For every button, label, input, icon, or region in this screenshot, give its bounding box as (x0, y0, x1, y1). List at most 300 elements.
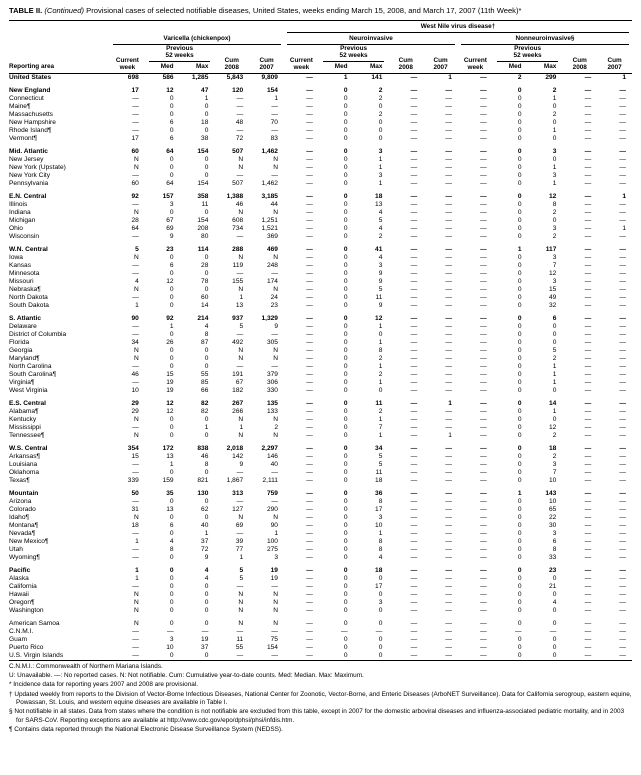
value-cell: — (410, 431, 418, 439)
value-cell: 6 (169, 134, 174, 142)
value-cell: — (584, 192, 592, 200)
value-cell: N (273, 590, 278, 598)
value-cell: 0 (204, 468, 209, 476)
value-cell: — (410, 505, 418, 513)
value-cell: 142 (232, 452, 244, 460)
value-cell: 11 (375, 399, 383, 407)
value-cell: 0 (343, 643, 348, 651)
value-cell: 29 (131, 407, 139, 415)
value-cell: 0 (517, 452, 522, 460)
value-cell: — (480, 362, 487, 370)
value-cell: 9 (378, 269, 383, 277)
value-cell: — (584, 102, 592, 110)
value-cell: — (619, 346, 626, 354)
value-cell: 0 (169, 582, 174, 590)
cum-2008-label: Cum 2008 (398, 56, 413, 72)
value-cell: — (306, 627, 313, 635)
value-cell: — (132, 362, 139, 370)
value-cell: 0 (517, 216, 522, 224)
value-cell: 0 (517, 208, 522, 216)
value-cell: — (132, 468, 139, 476)
value-cell: — (410, 346, 418, 354)
value-cell: 306 (266, 378, 278, 386)
value-cell: — (201, 627, 209, 635)
value-cell: — (445, 370, 452, 378)
value-cell: 1 (378, 163, 383, 171)
value-cell: 44 (270, 200, 278, 208)
value-cell: — (480, 431, 487, 439)
value-cell: 0 (343, 94, 348, 102)
value-cell: — (410, 224, 418, 232)
value-cell: — (306, 110, 313, 118)
value-cell: 60 (131, 147, 139, 155)
col-header-med: Med (334, 63, 348, 71)
value-cell: 18 (201, 118, 209, 126)
table-row (9, 607, 632, 615)
value-cell: 5 (378, 216, 383, 224)
value-cell: — (480, 179, 487, 187)
value-cell: 75 (270, 635, 278, 643)
value-cell: — (584, 521, 592, 529)
value-cell: — (132, 200, 139, 208)
value-cell: — (410, 407, 418, 415)
value-cell: — (410, 513, 418, 521)
value-cell: — (480, 147, 487, 155)
value-cell: 469 (266, 245, 278, 253)
value-cell: 0 (204, 582, 209, 590)
value-cell: 8 (378, 537, 383, 545)
reporting-area-cell: Arkansas¶ (9, 452, 41, 460)
value-cell: 8 (552, 545, 557, 553)
value-cell: — (306, 322, 313, 330)
value-cell: — (584, 245, 592, 253)
value-cell: 0 (343, 606, 348, 614)
table-row (9, 477, 632, 485)
value-cell: — (132, 94, 139, 102)
value-cell: 159 (162, 476, 174, 484)
value-cell: 0 (343, 277, 348, 285)
value-cell: — (167, 627, 174, 635)
table-row (9, 652, 632, 661)
value-cell: — (619, 285, 626, 293)
value-cell: 1,285 (191, 73, 209, 81)
value-cell: 1 (448, 73, 452, 81)
value-cell: — (306, 94, 313, 102)
value-cell: 0 (552, 155, 557, 163)
value-cell: — (132, 126, 139, 134)
value-cell: 0 (378, 619, 383, 627)
value-cell: 4 (378, 553, 383, 561)
value-cell: 0 (343, 582, 348, 590)
table-row (9, 445, 632, 453)
reporting-area-cell: United States (9, 73, 52, 81)
reporting-area-cell: Missouri (9, 277, 34, 285)
value-cell: 6 (169, 261, 174, 269)
value-cell: N (238, 606, 244, 614)
value-cell: 67 (166, 216, 174, 224)
value-cell: — (445, 314, 452, 322)
value-cell: — (306, 460, 313, 468)
reporting-area-cell: Puerto Rico (9, 643, 44, 651)
value-cell: 0 (517, 224, 522, 232)
cum-2008-label: Cum 2008 (572, 56, 587, 72)
value-cell: — (445, 118, 452, 126)
value-cell: — (306, 179, 313, 187)
value-cell: 1 (622, 73, 626, 81)
value-cell: — (445, 338, 452, 346)
value-cell: — (480, 537, 487, 545)
value-cell: — (445, 468, 452, 476)
value-cell: — (619, 322, 626, 330)
col-header-cum-2008 (562, 45, 597, 74)
value-cell: — (306, 245, 313, 253)
value-cell: 0 (169, 468, 174, 476)
value-cell: 0 (378, 606, 383, 614)
value-cell: 21 (549, 582, 557, 590)
value-cell: — (480, 301, 487, 309)
value-cell: 1 (448, 399, 452, 407)
value-cell: — (306, 338, 313, 346)
value-cell: — (306, 619, 313, 627)
value-cell: 0 (552, 619, 557, 627)
table-row (9, 278, 632, 286)
value-cell: 0 (517, 370, 522, 378)
value-cell: 1,251 (261, 216, 278, 224)
reporting-area-cell: Maine¶ (9, 102, 31, 110)
value-cell: 37 (201, 643, 209, 651)
reporting-area-cell: American Samoa (9, 619, 60, 627)
value-cell: — (619, 513, 626, 521)
value-cell: 0 (517, 261, 522, 269)
value-cell: — (480, 285, 487, 293)
value-cell: — (445, 232, 452, 240)
value-cell: — (410, 529, 418, 537)
value-cell: 0 (343, 619, 348, 627)
value-cell: 0 (343, 253, 348, 261)
value-cell: N (273, 415, 278, 423)
value-cell: 0 (517, 444, 522, 452)
value-cell: — (132, 322, 139, 330)
value-cell: 4 (204, 566, 209, 574)
value-cell: 0 (517, 354, 522, 362)
table-row (9, 315, 632, 323)
value-cell: — (584, 224, 592, 232)
value-cell: — (445, 330, 452, 338)
value-cell: — (480, 232, 487, 240)
value-cell: 0 (343, 216, 348, 224)
value-cell: 1 (204, 423, 209, 431)
table-row (9, 469, 632, 477)
value-cell: — (619, 253, 626, 261)
value-cell: 0 (517, 399, 522, 407)
value-cell: 0 (169, 155, 174, 163)
value-cell: — (619, 590, 626, 598)
value-cell: — (410, 126, 418, 134)
value-cell: 698 (127, 73, 139, 81)
table-row (9, 95, 632, 103)
table-row (9, 172, 632, 180)
value-cell: 0 (517, 386, 522, 394)
value-cell: — (410, 73, 418, 81)
value-cell: 12 (375, 314, 383, 322)
value-cell: N (238, 163, 244, 171)
value-cell: 0 (517, 118, 522, 126)
cum-2007-label: Cum 2007 (433, 56, 448, 72)
value-cell: — (480, 224, 487, 232)
value-cell: 5 (552, 346, 557, 354)
value-cell: — (480, 370, 487, 378)
value-cell: 0 (343, 269, 348, 277)
footnote-asterisk: * Incidence data for reporting years 2007 and 2008 are provisional. (9, 681, 199, 689)
value-cell: 2 (378, 354, 383, 362)
value-cell: — (619, 245, 626, 253)
value-cell: 65 (549, 505, 557, 513)
value-cell: 0 (552, 134, 557, 142)
value-cell: 586 (162, 73, 174, 81)
value-cell: 3 (552, 460, 557, 468)
value-cell: 369 (266, 232, 278, 240)
reporting-area-cell: Wyoming¶ (9, 553, 40, 561)
value-cell: 37 (201, 537, 209, 545)
value-cell: — (480, 444, 487, 452)
value-cell: — (340, 627, 348, 635)
value-cell: — (410, 423, 418, 431)
reporting-area-cell: Virginia¶ (9, 378, 35, 386)
value-cell: 0 (343, 497, 348, 505)
value-cell: 1 (169, 460, 174, 468)
value-cell: — (410, 545, 418, 553)
value-cell: — (132, 102, 139, 110)
value-cell: 0 (517, 179, 522, 187)
value-cell: — (306, 386, 313, 394)
value-cell: — (619, 134, 626, 142)
value-cell: 34 (131, 338, 139, 346)
reporting-area-cell: North Dakota (9, 293, 48, 301)
value-cell: — (584, 216, 592, 224)
value-cell: 5 (378, 452, 383, 460)
value-cell: 0 (517, 102, 522, 110)
value-cell: 0 (343, 155, 348, 163)
value-cell: — (480, 200, 487, 208)
value-cell: — (410, 147, 418, 155)
value-cell: — (445, 253, 452, 261)
value-cell: — (306, 370, 313, 378)
value-cell: — (584, 293, 592, 301)
value-cell: 35 (166, 489, 174, 497)
value-cell: 18 (549, 444, 557, 452)
reporting-area-cell: Maryland¶ (9, 354, 40, 362)
value-cell: — (480, 407, 487, 415)
value-cell: — (132, 553, 139, 561)
value-cell: — (619, 126, 626, 134)
value-cell: 4 (378, 253, 383, 261)
value-cell: — (410, 444, 418, 452)
value-cell: 8 (169, 545, 174, 553)
reporting-area-cell: Mississippi (9, 423, 41, 431)
value-cell: 13 (166, 452, 174, 460)
value-cell: — (480, 110, 487, 118)
table-header (9, 20, 632, 73)
value-cell: — (584, 598, 592, 606)
value-cell: — (619, 200, 626, 208)
value-cell: — (445, 147, 452, 155)
value-cell: 0 (552, 322, 557, 330)
value-cell: 3 (378, 513, 383, 521)
value-cell: — (619, 489, 626, 497)
value-cell: — (236, 468, 244, 476)
value-cell: — (619, 293, 626, 301)
value-cell: 0 (169, 171, 174, 179)
value-cell: 14 (549, 399, 557, 407)
value-cell: 6 (169, 118, 174, 126)
value-cell: 0 (169, 208, 174, 216)
reporting-area-cell: Vermont¶ (9, 134, 38, 142)
value-cell: 1 (378, 338, 383, 346)
value-cell: — (445, 386, 452, 394)
value-cell: — (306, 192, 313, 200)
value-cell: 127 (232, 505, 244, 513)
value-cell: N (134, 513, 139, 521)
value-cell: — (410, 643, 418, 651)
value-cell: 0 (552, 635, 557, 643)
table-row (9, 620, 632, 628)
value-cell: 0 (343, 505, 348, 513)
value-cell: — (584, 378, 592, 386)
value-cell: — (410, 399, 418, 407)
value-cell: 47 (201, 86, 209, 94)
value-cell: 1 (378, 155, 383, 163)
value-cell: 19 (201, 635, 209, 643)
value-cell: 15 (131, 452, 139, 460)
reporting-area-cell: Florida (9, 338, 30, 346)
value-cell: 0 (169, 574, 174, 582)
value-cell: 7 (378, 423, 383, 431)
value-cell: 0 (343, 147, 348, 155)
value-cell: — (445, 529, 452, 537)
value-cell: 154 (197, 216, 209, 224)
value-cell: — (410, 370, 418, 378)
value-cell: — (584, 370, 592, 378)
value-cell: — (619, 216, 626, 224)
value-cell: — (584, 590, 592, 598)
value-cell: 0 (552, 118, 557, 126)
value-cell: N (273, 253, 278, 261)
neuroinvasive-group-label: Neuroinvasive (287, 34, 455, 45)
value-cell: 8 (552, 200, 557, 208)
value-cell: 0 (343, 208, 348, 216)
reporting-area-cell: Iowa (9, 253, 23, 261)
value-cell: 6 (552, 537, 557, 545)
value-cell: 0 (204, 354, 209, 362)
value-cell: — (306, 635, 313, 643)
value-cell: — (584, 86, 592, 94)
value-cell: — (584, 346, 592, 354)
value-cell: 5 (239, 322, 244, 330)
reporting-area-cell: New Mexico¶ (9, 537, 49, 545)
value-cell: 2 (552, 431, 557, 439)
value-cell: 0 (517, 606, 522, 614)
value-cell: — (480, 505, 487, 513)
value-cell: 0 (517, 651, 522, 659)
value-cell: — (236, 171, 244, 179)
value-cell: N (238, 253, 244, 261)
value-cell: — (584, 513, 592, 521)
value-cell: — (480, 314, 487, 322)
value-cell: — (584, 386, 592, 394)
value-cell: — (306, 505, 313, 513)
value-cell: N (134, 354, 139, 362)
value-cell: — (410, 134, 418, 142)
value-cell: 18 (375, 476, 383, 484)
value-cell: 0 (517, 598, 522, 606)
value-cell: — (306, 537, 313, 545)
value-cell: — (480, 171, 487, 179)
value-cell: 19 (166, 378, 174, 386)
value-cell: — (619, 354, 626, 362)
value-cell: — (271, 269, 278, 277)
value-cell: — (480, 489, 487, 497)
value-cell: 0 (517, 476, 522, 484)
value-cell: 2,018 (226, 444, 244, 452)
value-cell: — (584, 338, 592, 346)
value-cell: 7 (552, 261, 557, 269)
value-cell: — (445, 476, 452, 484)
reporting-area-cell: Massachusetts (9, 110, 53, 118)
value-cell: 14 (201, 301, 209, 309)
value-cell: — (306, 582, 313, 590)
value-cell: — (132, 378, 139, 386)
value-cell: — (132, 545, 139, 553)
value-cell: — (619, 407, 626, 415)
value-cell: — (236, 232, 244, 240)
value-cell: — (410, 118, 418, 126)
value-cell: — (480, 261, 487, 269)
table-row (9, 193, 632, 201)
value-cell: — (410, 322, 418, 330)
value-cell: 838 (197, 444, 209, 452)
value-cell: 0 (517, 285, 522, 293)
value-cell: — (132, 269, 139, 277)
value-cell: — (619, 452, 626, 460)
value-cell: — (480, 423, 487, 431)
table-row (9, 339, 632, 347)
value-cell: 22 (549, 513, 557, 521)
value-cell: 3 (274, 553, 278, 561)
value-cell: N (134, 208, 139, 216)
value-cell: 0 (517, 293, 522, 301)
value-cell: 0 (169, 423, 174, 431)
value-cell: 1 (135, 301, 139, 309)
value-cell: N (273, 431, 278, 439)
value-cell: — (619, 386, 626, 394)
value-cell: — (410, 354, 418, 362)
value-cell: 0 (343, 293, 348, 301)
value-cell: 0 (343, 134, 348, 142)
value-cell: 7 (552, 468, 557, 476)
value-cell: — (619, 362, 626, 370)
value-cell: — (619, 147, 626, 155)
value-cell: — (271, 627, 278, 635)
value-cell: N (238, 590, 244, 598)
table-row (9, 453, 632, 461)
value-cell: 1 (204, 94, 209, 102)
value-cell: — (584, 126, 592, 134)
value-cell: 46 (201, 452, 209, 460)
value-cell: — (410, 338, 418, 346)
value-cell: 0 (169, 598, 174, 606)
value-cell: 23 (166, 245, 174, 253)
value-cell: 0 (169, 163, 174, 171)
